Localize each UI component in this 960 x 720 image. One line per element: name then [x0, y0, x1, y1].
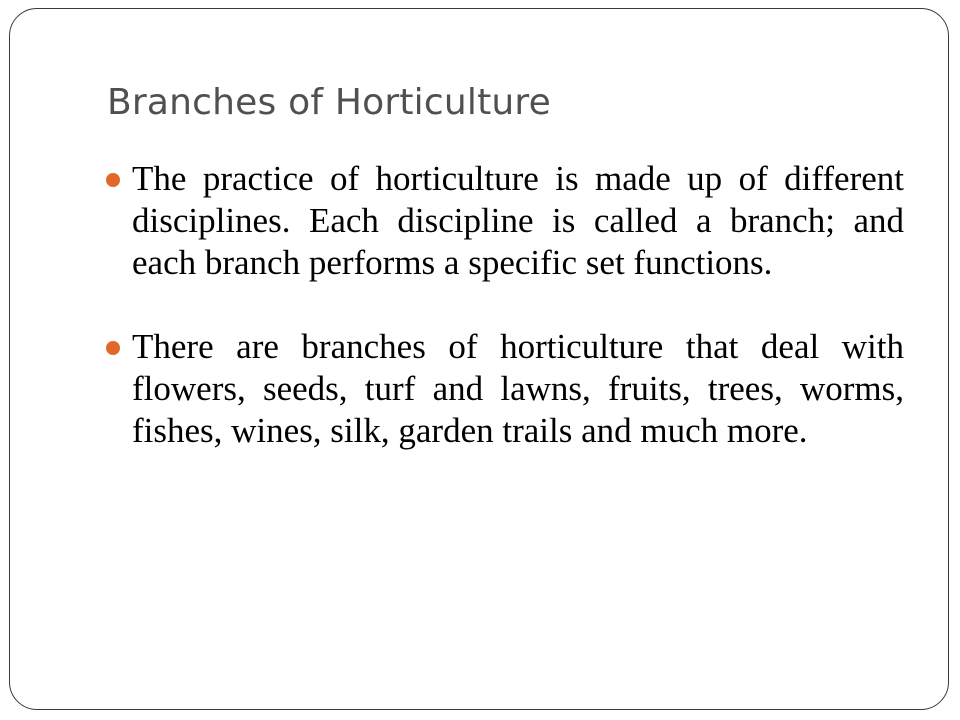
bullet-dot-icon	[106, 341, 120, 355]
bullet-item	[104, 326, 904, 452]
bullet-text: There are branches of horticulture that deal with flowers, seeds, turf and lawns, fruits, trees, worms, fishes, wines, silk, garden trails and much more.	[132, 327, 904, 450]
bullet-item	[104, 158, 904, 284]
bullet-list	[104, 158, 904, 494]
slide-title: Branches of Horticulture	[107, 82, 551, 123]
bullet-dot-icon	[106, 173, 120, 187]
bullet-text: The practice of horticulture is made up of different disciplines. Each discipline is called a branch; and each branch performs a specific set functions.	[132, 159, 904, 282]
